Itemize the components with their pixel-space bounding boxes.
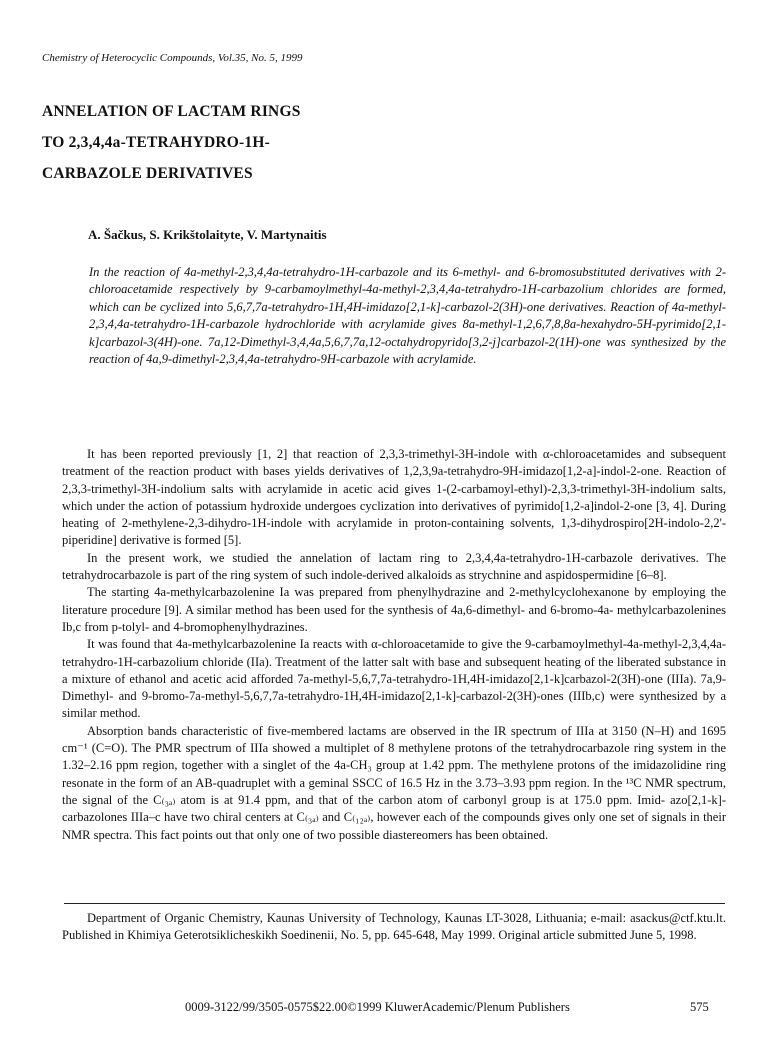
footnote-divider — [64, 903, 725, 904]
paragraph-4: It was found that 4a-methylcarbazolenine Ia reacts with α-chloroacetamide to give the 9-carbamoylmethyl-4a-methyl-2,3,4,4a-tetrahydro-1H-carbazolium chloride (IIa). Treatment of the latter salt with base and subsequent heating of the liberated substance in a mixture of ethanol and acetic acid afforded 7a-methyl-5,6,7,7a-tetrahydro-1H,4H-imidazo[2,1-k]carbazol-2(3H)-one (IIIa). 7a,9-Dimethyl- and 9-bromo-7a-methyl-5,6,7,7a-tetrahydro-1H,4H-imidazo[2,1-k]-carbazol-2(3H)-ones (IIIb,c) were synthesized by a similar method. — [62, 637, 726, 721]
affiliation-footnote: Department of Organic Chemistry, Kaunas University of Technology, Kaunas LT-3028, Lithuania; e-mail: asackus@ctf.ktu.lt. Published in Khimiya Geterotsiklicheskikh Soedinenii, No. 5, pp. 645-648, May 1999. Original article submitted June 5, 1998. — [62, 911, 726, 943]
author-list: A. Šačkus, S. Krikštolaityte, V. Martynaitis — [88, 227, 327, 242]
paragraph-1: It has been reported previously [1, 2] that reaction of 2,3,3-trimethyl-3H-indole with α-chloroacetamides and subsequent treatment of the reaction product with bases yields derivatives of 1,2,3,9a-tetrahydro-9H-imidazo[1,2-a]-indol-2-one. Reaction of 2,3,3-trimethyl-3H-indolium salts with acrylamide in acetic acid gives 1-(2-carbamoyl-ethyl)-2,3,3-trimethyl-3H-indolium salts, which under the action of potassium hydroxide undergoes cyclization into derivatives of pyrimido[1,2-a]indol-2-one [3, 4]. During heating of 2-methylene-2,3-dihydro-1H-indole with acrylamide in proton-containing solvents, 1,3-dihydrospiro[2H-indolo-2,2'-piperidine] derivative is formed [5]. — [62, 447, 726, 548]
paper-title-line-2: TO 2,3,4,4a-TETRAHYDRO-1H- — [42, 134, 270, 151]
abstract: In the reaction of 4a-methyl-2,3,4,4a-tetrahydro-1H-carbazole and its 6-methyl- and 6-bromosubstituted derivatives with 2-chloroacetamide respectively by 9-carbamoylmethyl-4a-methyl-2,3,4,4a-tetrahydro-1H-carbazolium chlorides are formed, which can be cyclized into 5,6,7,7a-tetrahydro-1H,4H-imidazo[2,1-k]-carbazol-2(3H)-one derivatives. Reaction of 4a-methyl-2,3,4,4a-tetrahydro-1H-carbazole hydrochloride with acrylamide gives 8a-methyl-1,2,6,7,8,8a-hexahydro-5H-pyrimido[2,1-k]carbazol-3(4H)-one. 7a,12-Dimethyl-3,4,4a,5,6,7,7a,12-octahydropyrido[3,2-j]carbazol-2(1H)-one was synthesized by the reaction of 4a,9-dimethyl-2,3,4,4a-tetrahydro-9H-carbazole with acrylamide. — [89, 265, 726, 367]
paper-title-line-3: CARBAZOLE DERIVATIVES — [42, 165, 253, 182]
paragraph-5: Absorption bands characteristic of five-membered lactams are observed in the IR spectrum of IIIa at 3150 (N–H) and 1695 cm⁻¹ (C=O). The PMR spectrum of IIIa showed a multiplet of 8 methylene protons of the tetrahydrocarbazole ring system in the 1.32–2.16 ppm region, together with a singlet of the 4a-CH₃ group at 1.42 ppm. The methylene protons of the imidazolidine ring resonate in the form of an AB-quadruplet with a geminal SSCC of 16.5 Hz in the 3.73–3.93 ppm region. In the ¹³C NMR spectrum, the signal of the C₍₃ₐ₎ atom is at 91.4 ppm, and that of the carbon atom of carbonyl group is at 175.0 ppm. Imid- azo[2,1-k]-carbazolones IIIa–c have two chiral centers at C₍₃ₐ₎ and C₍₁₂ₐ₎, however each of the compounds gives only one set of signals in their NMR spectra. This fact points out that only one of two possible diastereomers has been obtained. — [62, 723, 726, 842]
issn-copyright-line: 0009-3122/99/3505-0575$22.00©1999 KluwerAcademic/Plenum Publishers — [185, 1000, 570, 1014]
page-number: 575 — [690, 1000, 709, 1014]
body-text — [62, 446, 726, 844]
paper-title-line-1: ANNELATION OF LACTAM RINGS — [42, 103, 301, 120]
paragraph-3: The starting 4a-methylcarbazolenine Ia was prepared from phenylhydrazine and 2-methylcyclohexanone by employing the literature procedure [9]. A similar method has been used for the synthesis of 4a,6-dimethyl- and 6-bromo-4a- methylcarbazolenines Ib,c from p-tolyl- and 4-bromophenylhydrazines. — [62, 585, 726, 634]
paragraph-2: In the present work, we studied the annelation of lactam ring to 2,3,4,4a-tetrahydro-1H-carbazole derivatives. The tetrahydrocarbazole is part of the ring system of such indole-derived alkaloids as strychnine and aspidospermidine [6–8]. — [62, 550, 726, 583]
journal-header: Chemistry of Heterocyclic Compounds, Vol.35, No. 5, 1999 — [42, 52, 303, 64]
